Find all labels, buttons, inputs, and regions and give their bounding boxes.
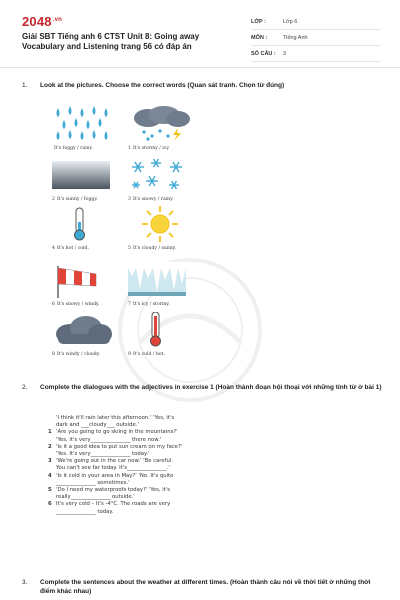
picture-caption: 9 It's cold / hot. — [128, 352, 165, 357]
picture-7-icicles — [128, 262, 192, 318]
dialogue-line: 'Yes, it's very_______________ there now.' — [56, 436, 162, 443]
document-title: Giải SBT Tiếng anh 6 CTST Unit 8: Going away Vocabulary and Listening trang 56 có đáp án — [22, 32, 200, 51]
picture-2-fog — [52, 157, 116, 213]
picture-caption: 6 It's snowy / windy. — [52, 302, 100, 307]
picture-example-rain — [52, 106, 116, 162]
windsock-icon — [52, 262, 116, 298]
dialogue-line: 4 'Is it cold in your area in May?' 'No. It's quite — [48, 472, 174, 479]
icicles-icon — [128, 262, 192, 298]
snowflake-icon — [128, 157, 192, 193]
picture-caption: 8 It's windy / cloudy. — [52, 352, 101, 357]
picture-4-thermometer-cold — [52, 206, 116, 262]
rain-drops-icon — [52, 106, 116, 142]
picture-3-snow — [128, 157, 192, 213]
meta-row-class: LỚP : Lớp 6 — [251, 14, 381, 30]
page-header — [0, 0, 400, 68]
dialogue-line: _______________ sometimes.' — [56, 479, 130, 486]
fog-icon — [52, 157, 116, 193]
dialogue-line: 5 'Do I need my waterproofs today?' 'Yes, it's — [48, 487, 171, 494]
picture-5-sun — [128, 206, 192, 262]
meta-row-questions: SỐ CÂU : 3 — [251, 46, 381, 62]
picture-1-storm — [128, 106, 192, 162]
exercise-3-heading: 3. Complete the sentences about the weather at different times. (Hoàn thành câu nói về thời tiết ở những thời điểm khác nhau) — [22, 579, 371, 595]
picture-caption: 3 It's snowy / rainy. — [128, 197, 174, 202]
sun-icon — [128, 206, 192, 242]
picture-6-windsock — [52, 262, 116, 318]
picture-caption: 2 It's sunny / foggy. — [52, 197, 98, 202]
dialogue-line: 6 It's very cold – It's -4°C. The roads are very — [48, 501, 171, 508]
dialogue-line: 1 'Are you going to go skiing in the mountains?' — [48, 429, 178, 436]
site-logo[interactable]: $2048^{.vn}$ — [22, 14, 63, 29]
thermometer-cold-icon — [52, 206, 116, 242]
dialogue-line: 2 'Is it a good idea to put sun cream on my face?' — [48, 443, 183, 450]
picture-9-thermometer-hot — [128, 312, 192, 368]
thermometer-hot-icon — [128, 312, 192, 348]
dialogue-line: 'I think it'll rain later this afternoon.' 'Yes, it's — [56, 415, 175, 421]
storm-cloud-icon — [128, 106, 192, 142]
picture-caption: 5 It's cloudy / sunny. — [128, 246, 177, 251]
meta-table — [251, 14, 381, 62]
dialogue-line: _______________ today. — [56, 508, 114, 515]
picture-8-cloud — [52, 312, 116, 368]
picture-caption: It's foggy / rainy. — [54, 146, 93, 151]
picture-caption: 7 It's icy / stormy. — [128, 302, 170, 307]
cloud-icon — [52, 312, 116, 348]
exercise-2-heading: 2. Complete the dialogues with the adjectives in exercise 1 (Hoàn thành đoạn hội thoại với những tính từ ở bài 1) — [22, 384, 382, 391]
picture-caption: 1 It's stormy / icy. — [128, 146, 170, 151]
dialogue-line: 3 'We're going out in the car now.' 'Be careful. — [48, 458, 174, 465]
dialogue-list — [48, 415, 228, 516]
meta-row-subject: MÔN : Tiếng Anh — [251, 30, 381, 46]
dialogue-line: really_______________ outside.' — [56, 494, 135, 501]
exercise-1-heading: 1. Look at the pictures. Choose the correct words (Quan sát tranh. Chọn từ đúng) — [22, 82, 285, 89]
dialogue-line: dark and ___cloudy___ outside.' — [56, 422, 139, 429]
dialogue-line: You can't see far today. It's_______________.' — [56, 465, 170, 472]
dialogue-line: 'Yes. It's very_______________ today.' — [56, 451, 150, 458]
picture-caption: 4 It's hot / cold. — [52, 246, 89, 251]
